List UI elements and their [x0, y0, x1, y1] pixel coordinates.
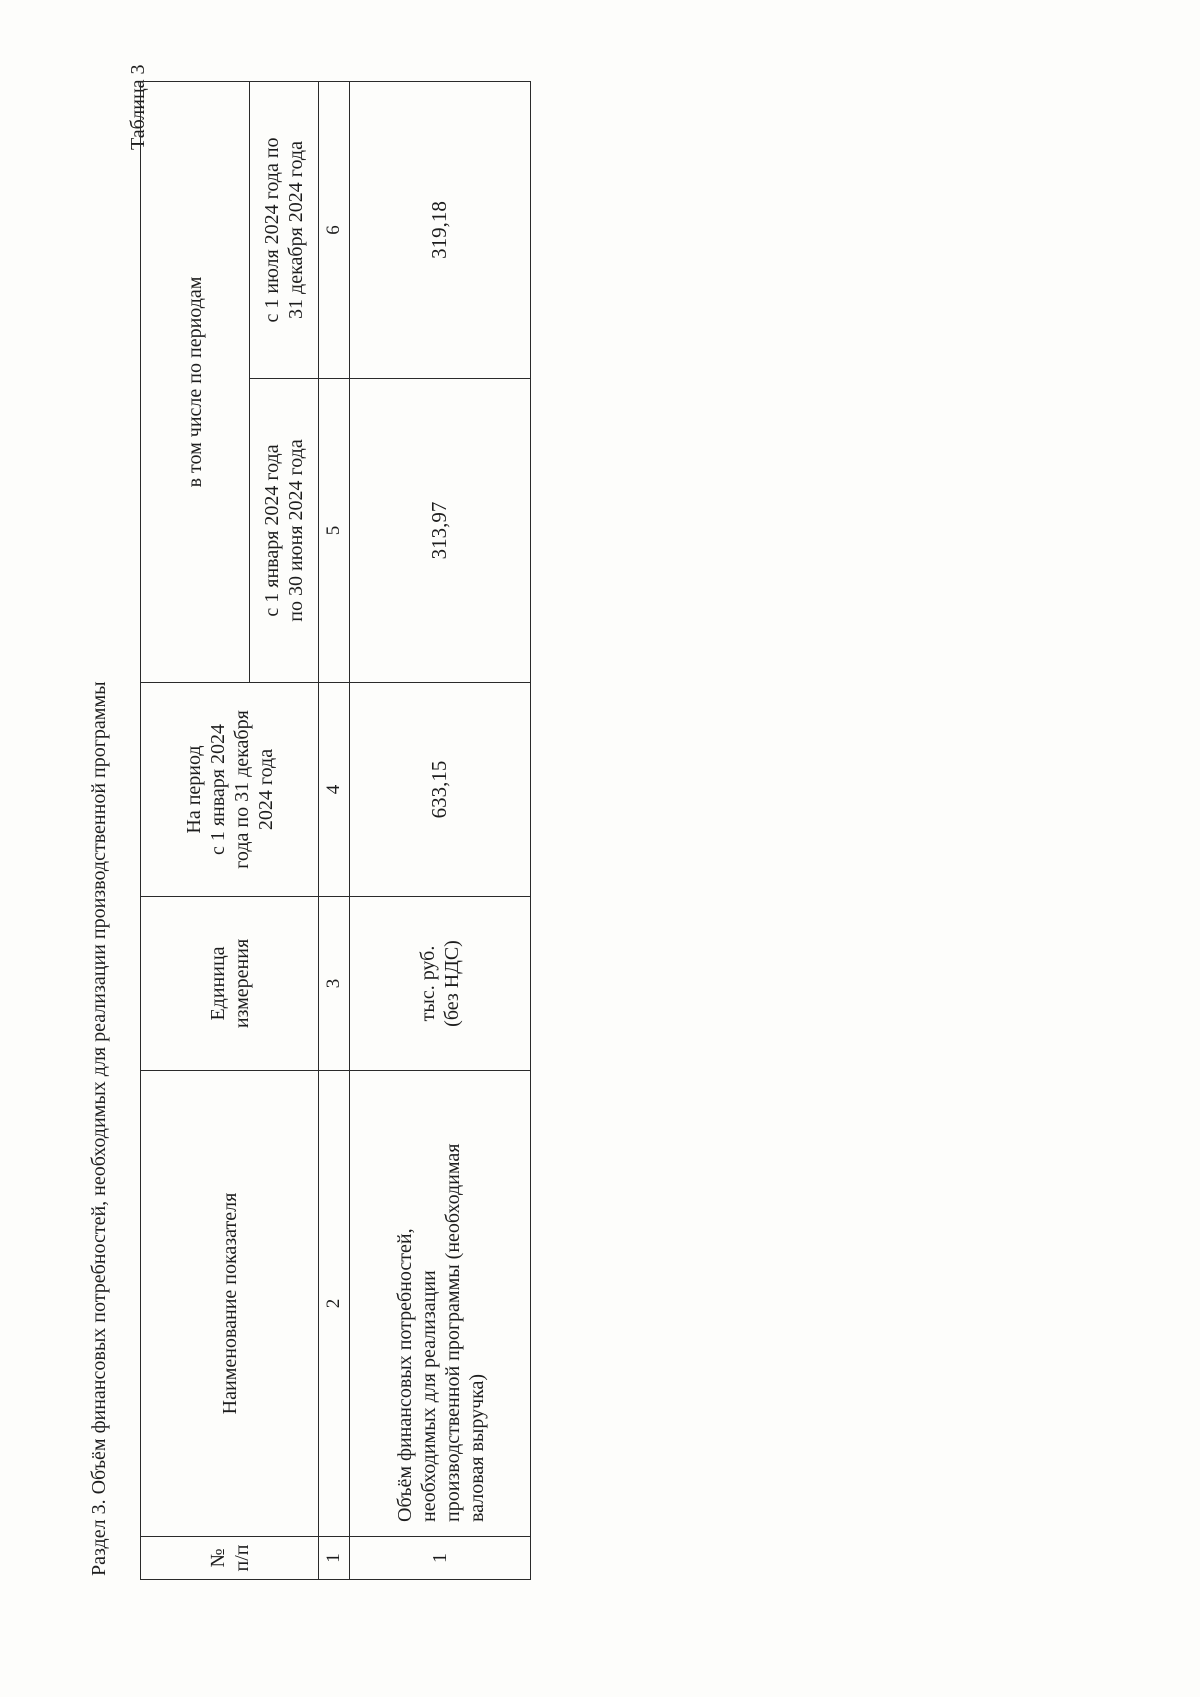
- section-title: Раздел 3. Объём финансовых потребностей, необходимых для реализации производственной программы: [88, 681, 110, 1576]
- column-number: 2: [319, 1071, 350, 1537]
- header-num: № п/п: [141, 1537, 319, 1580]
- column-number: 5: [319, 379, 350, 683]
- table-label: Таблица 3: [127, 64, 149, 150]
- table-header-row: [141, 82, 250, 1580]
- header-name: Наименование показателя: [141, 1071, 319, 1537]
- header-period-1: с 1 января 2024 года по 30 июня 2024 года: [250, 379, 319, 683]
- row-indicator-name: Объём финансовых потребностей, необходимых для реализации производственной программы (необходимая валовая выручка): [350, 1071, 531, 1537]
- row-total-value: 633,15: [350, 683, 531, 897]
- column-number: 1: [319, 1537, 350, 1580]
- row-period-1-value: 313,97: [350, 379, 531, 683]
- header-period-2: с 1 июля 2024 года по 31 декабря 2024 года: [250, 82, 319, 379]
- column-number: 3: [319, 897, 350, 1071]
- row-num: 1: [350, 1537, 531, 1580]
- table-row: [350, 82, 531, 1580]
- header-breakdown: в том числе по периодам: [141, 82, 250, 683]
- column-number-row: [319, 82, 350, 1580]
- column-number: 4: [319, 683, 350, 897]
- header-unit: Единица измерения: [141, 897, 319, 1071]
- header-period: На период с 1 января 2024 года по 31 декабря 2024 года: [141, 683, 319, 897]
- row-period-2-value: 319,18: [350, 82, 531, 379]
- column-number: 6: [319, 82, 350, 379]
- row-unit: тыс. руб. (без НДС): [350, 897, 531, 1071]
- financial-needs-table: [140, 81, 531, 1580]
